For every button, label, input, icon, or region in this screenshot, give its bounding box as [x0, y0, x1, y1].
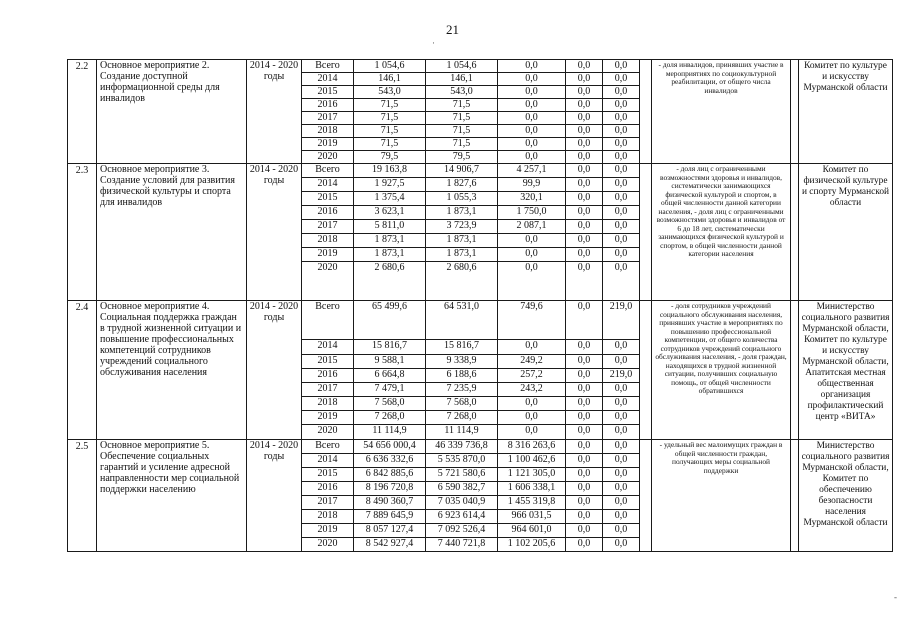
other-sources-cell: 0,0: [603, 248, 640, 262]
local-budget-cell: 0,0: [566, 220, 603, 234]
regional-budget-cell: 5 721 580,6: [426, 468, 498, 482]
federal-budget-cell: 0,0: [498, 86, 566, 99]
regional-budget-cell: 7 268,0: [426, 411, 498, 425]
scan-mark-top: ·: [432, 38, 435, 48]
total-amount-cell: 3 623,1: [354, 206, 426, 220]
total-amount-cell: 9 588,1: [354, 355, 426, 369]
total-amount-cell: 15 816,7: [354, 340, 426, 355]
regional-budget-cell: 1 873,1: [426, 234, 498, 248]
local-budget-cell: 0,0: [566, 524, 603, 538]
total-amount-cell: 1 873,1: [354, 248, 426, 262]
other-sources-cell: 0,0: [603, 340, 640, 355]
regional-budget-cell: 71,5: [426, 99, 498, 112]
measure-name: Основное мероприятие 5. Обеспечение социальных гарантий и усиление адресной направленности мер социальной поддержки населению: [97, 440, 247, 552]
year-cell: Всего: [302, 440, 354, 454]
total-amount-cell: 543,0: [354, 86, 426, 99]
local-budget-cell: 0,0: [566, 468, 603, 482]
regional-budget-cell: 14 906,7: [426, 164, 498, 178]
regional-budget-cell: 6 188,6: [426, 369, 498, 383]
federal-budget-cell: 1 750,0: [498, 206, 566, 220]
measure-period: 2014 - 2020 годы: [247, 301, 302, 440]
local-budget-cell: 0,0: [566, 369, 603, 383]
measure-number: 2.3: [68, 164, 97, 301]
federal-budget-cell: 99,9: [498, 178, 566, 192]
year-cell: Всего: [302, 60, 354, 73]
local-budget-cell: 0,0: [566, 164, 603, 178]
regional-budget-cell: 146,1: [426, 73, 498, 86]
regional-budget-cell: 7 568,0: [426, 397, 498, 411]
year-cell: 2014: [302, 454, 354, 468]
other-sources-cell: 0,0: [603, 468, 640, 482]
year-cell: 2017: [302, 496, 354, 510]
other-sources-cell: 0,0: [603, 220, 640, 234]
local-budget-cell: 0,0: [566, 538, 603, 552]
other-sources-cell: 0,0: [603, 164, 640, 178]
year-cell: 2016: [302, 99, 354, 112]
measure-period: 2014 - 2020 годы: [247, 60, 302, 164]
total-amount-cell: 79,5: [354, 151, 426, 164]
total-amount-cell: 71,5: [354, 125, 426, 138]
indicator-cell: - доля сотрудников учреждений социального обслуживания населения, принявших участие в мероприятиях по повышению профессиональной компетенции, от общего количества сотрудников учреждений социального обслуживания населения, - доля граждан, находящихся в трудной жизненной ситуации, получивших социальную помощь, от общей численности обратившихся: [652, 301, 791, 440]
local-budget-cell: 0,0: [566, 125, 603, 138]
total-amount-cell: 8 490 360,7: [354, 496, 426, 510]
year-cell: 2018: [302, 125, 354, 138]
other-sources-cell: 0,0: [603, 99, 640, 112]
local-budget-cell: 0,0: [566, 192, 603, 206]
local-budget-cell: 0,0: [566, 248, 603, 262]
measure-number: 2.5: [68, 440, 97, 552]
federal-budget-cell: 1 606 338,1: [498, 482, 566, 496]
regional-budget-cell: 7 092 526,4: [426, 524, 498, 538]
spacer-cell: [791, 301, 799, 440]
other-sources-cell: 0,0: [603, 234, 640, 248]
federal-budget-cell: 0,0: [498, 125, 566, 138]
regional-budget-cell: 1 827,6: [426, 178, 498, 192]
year-cell: 2017: [302, 220, 354, 234]
spacer-cell: [640, 60, 652, 164]
table-row: [68, 301, 893, 340]
federal-budget-cell: 0,0: [498, 60, 566, 73]
federal-budget-cell: 966 031,5: [498, 510, 566, 524]
executor-cell: Комитет по культуре и искусству Мурманской области: [799, 60, 893, 164]
local-budget-cell: 0,0: [566, 86, 603, 99]
regional-budget-cell: 46 339 736,8: [426, 440, 498, 454]
federal-budget-cell: 0,0: [498, 262, 566, 301]
spacer-cell: [640, 440, 652, 552]
executor-cell: Министерство социального развития Мурманской области, Комитет по обеспечению безопасности населения Мурманской области: [799, 440, 893, 552]
regional-budget-cell: 543,0: [426, 86, 498, 99]
federal-budget-cell: 0,0: [498, 397, 566, 411]
program-measures-table: [67, 59, 893, 552]
spacer-cell: [791, 164, 799, 301]
other-sources-cell: 219,0: [603, 369, 640, 383]
total-amount-cell: 8 196 720,8: [354, 482, 426, 496]
total-amount-cell: 71,5: [354, 99, 426, 112]
other-sources-cell: 0,0: [603, 496, 640, 510]
regional-budget-cell: 7 440 721,8: [426, 538, 498, 552]
page-number: 21: [446, 22, 459, 37]
regional-budget-cell: 1 873,1: [426, 206, 498, 220]
other-sources-cell: 0,0: [603, 397, 640, 411]
total-amount-cell: 7 479,1: [354, 383, 426, 397]
year-cell: 2017: [302, 383, 354, 397]
measure-period: 2014 - 2020 годы: [247, 440, 302, 552]
local-budget-cell: 0,0: [566, 151, 603, 164]
total-amount-cell: 7 889 645,9: [354, 510, 426, 524]
other-sources-cell: 0,0: [603, 510, 640, 524]
federal-budget-cell: 0,0: [498, 151, 566, 164]
local-budget-cell: 0,0: [566, 397, 603, 411]
regional-budget-cell: 3 723,9: [426, 220, 498, 234]
regional-budget-cell: 71,5: [426, 112, 498, 125]
other-sources-cell: 0,0: [603, 262, 640, 301]
indicator-cell: - доля инвалидов, принявших участие в мероприятиях по социокультурной реабилитации, от общего числа инвалидов: [652, 60, 791, 164]
year-cell: 2019: [302, 248, 354, 262]
local-budget-cell: 0,0: [566, 496, 603, 510]
federal-budget-cell: 2 087,1: [498, 220, 566, 234]
local-budget-cell: 0,0: [566, 234, 603, 248]
year-cell: 2019: [302, 524, 354, 538]
measure-number: 2.4: [68, 301, 97, 440]
year-cell: 2020: [302, 538, 354, 552]
local-budget-cell: 0,0: [566, 383, 603, 397]
regional-budget-cell: 71,5: [426, 125, 498, 138]
year-cell: 2019: [302, 138, 354, 151]
total-amount-cell: 19 163,8: [354, 164, 426, 178]
spacer-cell: [791, 440, 799, 552]
year-cell: 2016: [302, 369, 354, 383]
year-cell: 2014: [302, 340, 354, 355]
regional-budget-cell: 2 680,6: [426, 262, 498, 301]
total-amount-cell: 6 636 332,6: [354, 454, 426, 468]
federal-budget-cell: 964 601,0: [498, 524, 566, 538]
year-cell: 2020: [302, 151, 354, 164]
year-cell: 2016: [302, 206, 354, 220]
federal-budget-cell: 243,2: [498, 383, 566, 397]
spacer-cell: [791, 60, 799, 164]
local-budget-cell: 0,0: [566, 73, 603, 86]
total-amount-cell: 6 664,8: [354, 369, 426, 383]
total-amount-cell: 8 542 927,4: [354, 538, 426, 552]
total-amount-cell: 1 927,5: [354, 178, 426, 192]
total-amount-cell: 2 680,6: [354, 262, 426, 301]
other-sources-cell: 0,0: [603, 425, 640, 440]
other-sources-cell: 0,0: [603, 125, 640, 138]
federal-budget-cell: 1 100 462,6: [498, 454, 566, 468]
federal-budget-cell: 8 316 263,6: [498, 440, 566, 454]
local-budget-cell: 0,0: [566, 178, 603, 192]
other-sources-cell: 0,0: [603, 192, 640, 206]
total-amount-cell: 65 499,6: [354, 301, 426, 340]
regional-budget-cell: 79,5: [426, 151, 498, 164]
other-sources-cell: 0,0: [603, 73, 640, 86]
year-cell: 2020: [302, 262, 354, 301]
local-budget-cell: 0,0: [566, 454, 603, 468]
total-amount-cell: 1 375,4: [354, 192, 426, 206]
local-budget-cell: 0,0: [566, 411, 603, 425]
total-amount-cell: 5 811,0: [354, 220, 426, 234]
total-amount-cell: 7 568,0: [354, 397, 426, 411]
year-cell: 2014: [302, 73, 354, 86]
year-cell: Всего: [302, 164, 354, 178]
executor-cell: Министерство социального развития Мурманской области, Комитет по культуре и искусству Мурманской области, Апатитская местная общественная организация профилактический центр «ВИТА»: [799, 301, 893, 440]
year-cell: 2015: [302, 192, 354, 206]
federal-budget-cell: 1 102 205,6: [498, 538, 566, 552]
year-cell: 2015: [302, 355, 354, 369]
table-row: [68, 60, 893, 73]
regional-budget-cell: 7 035 040,9: [426, 496, 498, 510]
federal-budget-cell: 0,0: [498, 248, 566, 262]
total-amount-cell: 8 057 127,4: [354, 524, 426, 538]
scan-mark-right: -: [894, 592, 897, 602]
other-sources-cell: 0,0: [603, 383, 640, 397]
federal-budget-cell: 320,1: [498, 192, 566, 206]
federal-budget-cell: 257,2: [498, 369, 566, 383]
regional-budget-cell: 1 873,1: [426, 248, 498, 262]
total-amount-cell: 7 268,0: [354, 411, 426, 425]
measure-name: Основное мероприятие 2. Создание доступной информационной среды для инвалидов: [97, 60, 247, 164]
year-cell: 2018: [302, 234, 354, 248]
regional-budget-cell: 64 531,0: [426, 301, 498, 340]
spacer-cell: [640, 301, 652, 440]
indicator-cell: - доля лиц с ограниченными возможностями здоровья и инвалидов, систематически занимающихся физической культурой и спортом, в общей численности данной категории населения, - доля лиц с ограниченными возможностями здоровья и инвалидов от 6 до 18 лет, систематически занимающихся физической культурой и спортом, в общей численности данной категории населения: [652, 164, 791, 301]
other-sources-cell: 0,0: [603, 151, 640, 164]
regional-budget-cell: 6 590 382,7: [426, 482, 498, 496]
other-sources-cell: 0,0: [603, 440, 640, 454]
federal-budget-cell: 0,0: [498, 73, 566, 86]
local-budget-cell: 0,0: [566, 510, 603, 524]
federal-budget-cell: 0,0: [498, 234, 566, 248]
local-budget-cell: 0,0: [566, 482, 603, 496]
local-budget-cell: 0,0: [566, 355, 603, 369]
regional-budget-cell: 11 114,9: [426, 425, 498, 440]
year-cell: 2016: [302, 482, 354, 496]
federal-budget-cell: 249,2: [498, 355, 566, 369]
other-sources-cell: 0,0: [603, 355, 640, 369]
local-budget-cell: 0,0: [566, 262, 603, 301]
other-sources-cell: 0,0: [603, 206, 640, 220]
other-sources-cell: 0,0: [603, 538, 640, 552]
local-budget-cell: 0,0: [566, 112, 603, 125]
year-cell: 2015: [302, 86, 354, 99]
year-cell: Всего: [302, 301, 354, 340]
local-budget-cell: 0,0: [566, 206, 603, 220]
regional-budget-cell: 1 054,6: [426, 60, 498, 73]
regional-budget-cell: 71,5: [426, 138, 498, 151]
year-cell: 2018: [302, 510, 354, 524]
measure-number: 2.2: [68, 60, 97, 164]
measure-name: Основное мероприятие 4. Социальная поддержка граждан в трудной жизненной ситуации и повышение профессиональных компетенций сотрудников учреждений социального обслуживания населения: [97, 301, 247, 440]
federal-budget-cell: 749,6: [498, 301, 566, 340]
local-budget-cell: 0,0: [566, 60, 603, 73]
measure-period: 2014 - 2020 годы: [247, 164, 302, 301]
regional-budget-cell: 1 055,3: [426, 192, 498, 206]
spacer-cell: [640, 164, 652, 301]
other-sources-cell: 0,0: [603, 138, 640, 151]
federal-budget-cell: 0,0: [498, 99, 566, 112]
federal-budget-cell: 0,0: [498, 112, 566, 125]
federal-budget-cell: 0,0: [498, 340, 566, 355]
total-amount-cell: 146,1: [354, 73, 426, 86]
regional-budget-cell: 6 923 614,4: [426, 510, 498, 524]
total-amount-cell: 54 656 000,4: [354, 440, 426, 454]
indicator-cell: - удельный вес малоимущих граждан в общей численности граждан, получающих меры социальной поддержки: [652, 440, 791, 552]
year-cell: 2015: [302, 468, 354, 482]
regional-budget-cell: 9 338,9: [426, 355, 498, 369]
federal-budget-cell: 1 455 319,8: [498, 496, 566, 510]
other-sources-cell: 0,0: [603, 60, 640, 73]
federal-budget-cell: 1 121 305,0: [498, 468, 566, 482]
local-budget-cell: 0,0: [566, 440, 603, 454]
executor-cell: Комитет по физической культуре и спорту Мурманской области: [799, 164, 893, 301]
year-cell: 2020: [302, 425, 354, 440]
federal-budget-cell: 0,0: [498, 425, 566, 440]
total-amount-cell: 6 842 885,6: [354, 468, 426, 482]
local-budget-cell: 0,0: [566, 301, 603, 340]
other-sources-cell: 219,0: [603, 301, 640, 340]
federal-budget-cell: 0,0: [498, 411, 566, 425]
regional-budget-cell: 15 816,7: [426, 340, 498, 355]
total-amount-cell: 71,5: [354, 138, 426, 151]
other-sources-cell: 0,0: [603, 86, 640, 99]
federal-budget-cell: 0,0: [498, 138, 566, 151]
regional-budget-cell: 7 235,9: [426, 383, 498, 397]
measure-name: Основное мероприятие 3. Создание условий для развития физической культуры и спорта для инвалидов: [97, 164, 247, 301]
total-amount-cell: 1 054,6: [354, 60, 426, 73]
total-amount-cell: 11 114,9: [354, 425, 426, 440]
other-sources-cell: 0,0: [603, 178, 640, 192]
other-sources-cell: 0,0: [603, 411, 640, 425]
year-cell: 2018: [302, 397, 354, 411]
total-amount-cell: 1 873,1: [354, 234, 426, 248]
other-sources-cell: 0,0: [603, 454, 640, 468]
table-row: [68, 164, 893, 178]
regional-budget-cell: 5 535 870,0: [426, 454, 498, 468]
year-cell: 2017: [302, 112, 354, 125]
year-cell: 2019: [302, 411, 354, 425]
total-amount-cell: 71,5: [354, 112, 426, 125]
local-budget-cell: 0,0: [566, 99, 603, 112]
year-cell: 2014: [302, 178, 354, 192]
other-sources-cell: 0,0: [603, 482, 640, 496]
local-budget-cell: 0,0: [566, 425, 603, 440]
local-budget-cell: 0,0: [566, 340, 603, 355]
other-sources-cell: 0,0: [603, 524, 640, 538]
table-row: [68, 440, 893, 454]
local-budget-cell: 0,0: [566, 138, 603, 151]
federal-budget-cell: 4 257,1: [498, 164, 566, 178]
other-sources-cell: 0,0: [603, 112, 640, 125]
